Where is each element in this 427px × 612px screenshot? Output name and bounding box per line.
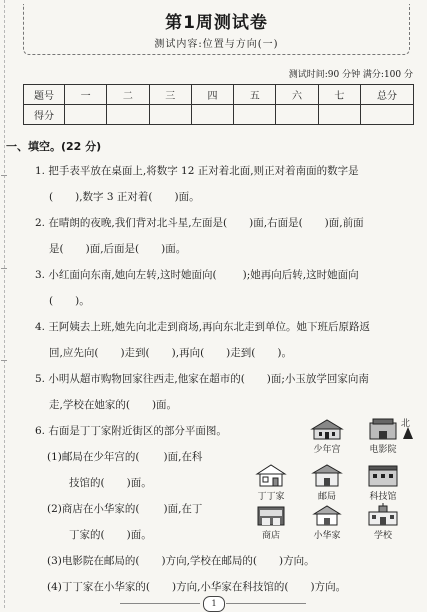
score-input-cell[interactable] xyxy=(361,105,414,125)
house-icon xyxy=(310,503,344,527)
score-input-cell[interactable] xyxy=(191,105,233,125)
map-post-office xyxy=(302,462,352,502)
question-text: )面,在丁 xyxy=(163,503,203,515)
question-text: (3)电影院在邮局的( xyxy=(47,555,140,567)
question-text: 5. 小明从超市购物回家往西走,他家在超市的( xyxy=(35,373,245,385)
question-text: 是( xyxy=(49,243,64,255)
question-5-line-1 xyxy=(35,371,369,386)
question-text: (4)丁丁家在小华家的( xyxy=(47,581,150,593)
question-text: )面。 xyxy=(151,399,178,411)
score-cell: 得分 xyxy=(24,105,65,125)
map-cinema xyxy=(358,417,411,455)
question-text: )走到( xyxy=(226,347,256,359)
question-6-1-line-2 xyxy=(69,475,152,490)
question-text: )。 xyxy=(75,295,90,307)
score-table-header-row xyxy=(24,85,414,105)
question-text: 走,学校在她家的( xyxy=(49,399,130,411)
question-text: )面,前面 xyxy=(324,217,364,229)
score-table-score-row xyxy=(24,105,414,125)
question-text: )面。 xyxy=(161,243,187,255)
page-title: 第1周测试卷 xyxy=(165,13,268,33)
question-6-1-line-1 xyxy=(47,449,202,464)
house-icon xyxy=(254,462,288,488)
map-science-museum xyxy=(358,462,408,502)
question-6-2-line-1 xyxy=(47,501,202,516)
question-text: ),再向( xyxy=(171,347,205,359)
question-text: 技馆的( xyxy=(69,477,105,489)
score-cell: 一 xyxy=(65,85,107,105)
score-cell: 总分 xyxy=(361,85,414,105)
question-text: 3. 小红面向东南,她向左转,这时她面向( xyxy=(35,269,217,281)
map-school xyxy=(358,503,408,541)
place-label: 电影院 xyxy=(369,445,397,455)
question-text: ),数字 3 正对着( xyxy=(75,191,153,203)
score-input-cell[interactable] xyxy=(276,105,318,125)
place-label: 邮局 xyxy=(317,492,336,502)
question-1-line-1: 1. 把手表平放在桌面上,将数字 12 正对着北面,则正对着南面的数字是 xyxy=(35,165,359,177)
score-input-cell[interactable] xyxy=(234,105,276,125)
score-input-cell[interactable] xyxy=(65,105,107,125)
question-4-line-1: 4. 王阿姨去上班,她先向北走到商场,再向东北走到单位。她下班后原路返 xyxy=(35,321,371,333)
score-cell: 题号 xyxy=(24,85,65,105)
binding-line xyxy=(4,0,6,608)
map-shop xyxy=(246,503,296,541)
score-input-cell[interactable] xyxy=(318,105,360,125)
question-3-line-1 xyxy=(35,267,359,282)
map-youth-palace xyxy=(302,417,352,455)
question-text: )面;小玉放学回家向南 xyxy=(266,373,369,385)
question-3-line-2 xyxy=(49,293,90,308)
place-label: 商店 xyxy=(261,531,280,541)
score-cell: 六 xyxy=(276,85,318,105)
question-text: )面。 xyxy=(126,529,152,541)
question-text: )面。 xyxy=(126,477,152,489)
place-label: 学校 xyxy=(373,531,392,541)
question-text: )面,在科 xyxy=(163,451,203,463)
binding-mark xyxy=(1,360,7,361)
cinema-icon xyxy=(366,417,400,441)
school-icon xyxy=(366,503,400,527)
question-text: )面,右面是( xyxy=(249,217,303,229)
score-input-cell[interactable] xyxy=(149,105,191,125)
page-number: 1 xyxy=(203,596,225,612)
shop-icon xyxy=(254,503,288,527)
palace-icon xyxy=(310,417,344,441)
binding-mark xyxy=(1,175,7,176)
place-label: 丁丁家 xyxy=(257,492,285,502)
place-label: 科技馆 xyxy=(369,492,397,502)
question-text: ( xyxy=(49,295,54,307)
question-text: (1)邮局在少年宫的( xyxy=(47,451,140,463)
question-text: 2. 在晴朗的夜晚,我们背对北斗星,左面是( xyxy=(35,217,228,229)
question-text: (2)商店在小华家的( xyxy=(47,503,140,515)
score-cell: 二 xyxy=(107,85,149,105)
question-5-line-2 xyxy=(49,397,177,412)
question-6-intro: 6. 右面是丁丁家附近街区的部分平面图。 xyxy=(35,425,227,437)
score-cell: 四 xyxy=(191,85,233,105)
question-text: 丁家的( xyxy=(69,529,105,541)
question-text: 回,应先向( xyxy=(49,347,99,359)
question-text: )面。 xyxy=(174,191,200,203)
question-6-3 xyxy=(47,553,315,568)
score-cell: 七 xyxy=(318,85,360,105)
footer-line-right xyxy=(226,603,306,604)
museum-icon xyxy=(366,462,400,488)
question-text: );她再向后转,这时她面向 xyxy=(242,269,359,281)
question-text: )方向。 xyxy=(279,555,315,567)
question-text: )面,后面是( xyxy=(85,243,140,255)
question-text: )走到( xyxy=(120,347,150,359)
score-input-cell[interactable] xyxy=(107,105,149,125)
footer-line-left xyxy=(120,603,200,604)
question-2-line-2 xyxy=(49,241,186,256)
question-6-2-line-2 xyxy=(69,527,152,542)
question-6-4 xyxy=(47,579,346,594)
score-cell: 三 xyxy=(149,85,191,105)
question-1-line-2 xyxy=(49,189,200,204)
question-text: ( xyxy=(49,191,54,203)
section-title: 一、填空。(22 分) xyxy=(6,140,102,153)
question-text: )方向。 xyxy=(310,581,347,593)
score-table xyxy=(23,84,414,125)
place-label: 小华家 xyxy=(313,531,341,541)
question-text: )。 xyxy=(277,347,292,359)
title-frame xyxy=(23,4,410,55)
question-text: )方向,小华家在科技馆的( xyxy=(171,581,289,593)
page-subtitle: 测试内容:位置与方向(一) xyxy=(154,39,279,50)
question-2-line-1 xyxy=(35,215,364,230)
question-4-line-2 xyxy=(49,345,292,360)
map-xiaohua-home xyxy=(302,503,352,541)
post-office-icon xyxy=(310,462,344,488)
score-cell: 五 xyxy=(234,85,276,105)
map-dingding-home xyxy=(246,462,296,502)
question-text: )方向,学校在邮局的( xyxy=(161,555,258,567)
test-meta: 测试时间:90 分钟 满分:100 分 xyxy=(288,70,413,80)
north-label: 北 xyxy=(401,419,411,429)
place-label: 少年宫 xyxy=(313,445,341,455)
binding-mark xyxy=(1,268,7,269)
